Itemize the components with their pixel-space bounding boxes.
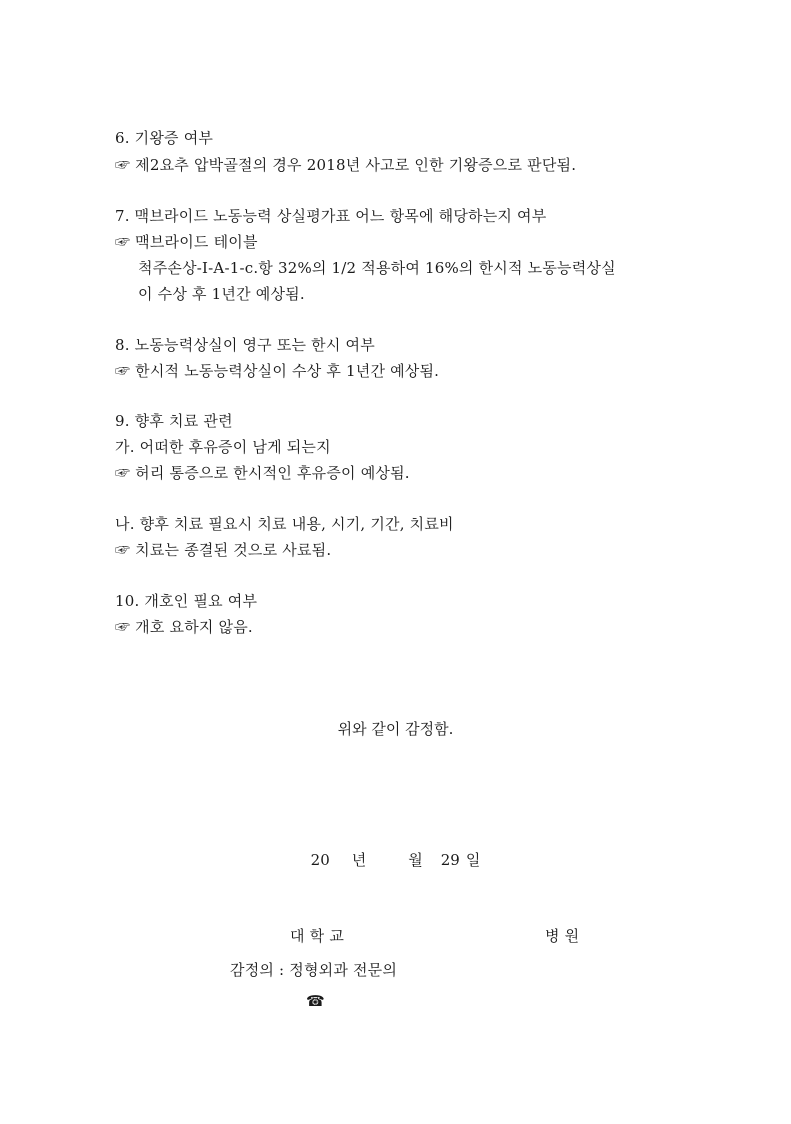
section-7-heading: 7. 맥브라이드 노동능력 상실평가표 어느 항목에 해당하는지 여부: [115, 207, 547, 225]
date-year-label: 년: [351, 851, 367, 869]
section-7-detail-1: 척주손상-I-A-1-c.항 32%의 1/2 적용하여 16%의 한시적 노동능력상실: [138, 259, 616, 277]
section-9-sub-a: 가. 어떠한 후유증이 남게 되는지: [115, 438, 331, 456]
date-year-prefix: 20: [310, 851, 330, 869]
section-10-answer: ☞ 개호 요하지 않음.: [115, 618, 253, 636]
section-7-answer: ☞ 맥브라이드 테이블: [115, 233, 258, 251]
examiner-title: 감정의 : 정형외과 전문의: [230, 961, 398, 979]
section-7-detail-2: 이 수상 후 1년간 예상됨.: [138, 285, 305, 303]
section-9-heading: 9. 향후 치료 관련: [115, 412, 233, 430]
section-8-answer: ☞ 한시적 노동능력상실이 수상 후 1년간 예상됨.: [115, 362, 440, 380]
institution-part1: 대 학 교: [290, 927, 345, 945]
section-6-answer: ☞ 제2요추 압박골절의 경우 2018년 사고로 인한 기왕증으로 판단됨.: [115, 156, 577, 174]
section-9-answer-b: ☞ 치료는 종결된 것으로 사료됨.: [115, 541, 332, 559]
section-8-heading: 8. 노동능력상실이 영구 또는 한시 여부: [115, 336, 375, 354]
section-9-sub-b: 나. 향후 치료 필요시 치료 내용, 시기, 기간, 치료비: [115, 515, 454, 533]
section-10-heading: 10. 개호인 필요 여부: [115, 592, 258, 610]
date-day: 29: [440, 851, 460, 869]
institution-part2: 병 원: [545, 927, 580, 945]
closing-statement: 위와 같이 감정함.: [337, 720, 454, 738]
date-month-label: 월: [408, 851, 423, 869]
section-6-heading: 6. 기왕증 여부: [115, 129, 214, 147]
section-9-answer-a: ☞ 허리 통증으로 한시적인 후유증이 예상됨.: [115, 464, 410, 482]
date-line: [0, 850, 791, 870]
phone-icon: ☎: [306, 992, 325, 1010]
date-day-label: 일: [465, 851, 481, 869]
